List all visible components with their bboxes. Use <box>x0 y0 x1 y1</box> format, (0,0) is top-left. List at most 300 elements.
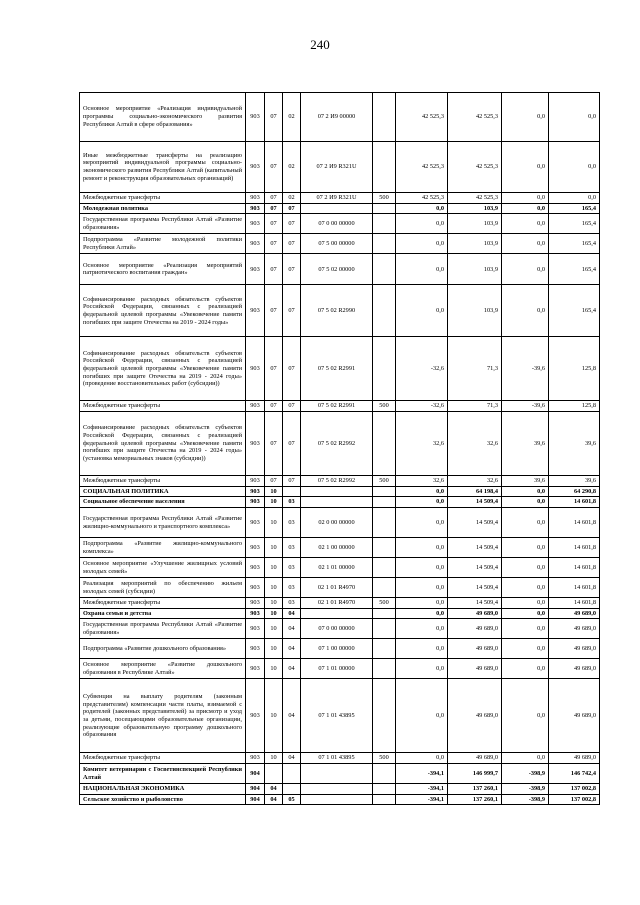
row-grbs: 903 <box>246 285 265 337</box>
row-amount-1: -32,6 <box>396 337 448 401</box>
row-amount-3: 0,0 <box>502 659 549 679</box>
row-amount-3: 0,0 <box>502 214 549 234</box>
row-amount-3: -398,9 <box>502 764 549 784</box>
row-target-code <box>301 203 373 214</box>
row-name: Основное мероприятие «Реализация мероприятий патриотического воспитания граждан» <box>80 254 246 285</box>
row-subsection: 02 <box>283 93 301 142</box>
row-amount-1: 0,0 <box>396 578 448 598</box>
row-expense-type <box>373 203 396 214</box>
row-grbs: 903 <box>246 214 265 234</box>
row-amount-1: 0,0 <box>396 619 448 639</box>
table-row <box>80 486 600 497</box>
row-target-code <box>301 794 373 805</box>
row-grbs: 903 <box>246 598 265 609</box>
row-grbs: 904 <box>246 794 265 805</box>
row-section: 10 <box>265 558 283 578</box>
row-grbs: 903 <box>246 142 265 193</box>
row-amount-1: 0,0 <box>396 608 448 619</box>
row-name: Межбюджетные трансферты <box>80 598 246 609</box>
row-name: Государственная программа Республики Алтай «Развитие образования» <box>80 619 246 639</box>
row-amount-4: 165,4 <box>549 214 600 234</box>
row-subsection: 03 <box>283 497 301 508</box>
row-name: Реализация мероприятий по обеспечению жильем молодых семей (субсидии) <box>80 578 246 598</box>
row-amount-1: 0,0 <box>396 753 448 764</box>
row-section: 07 <box>265 476 283 487</box>
row-name: Государственная программа Республики Алтай «Развитие образования» <box>80 214 246 234</box>
row-amount-3: -39,6 <box>502 401 549 412</box>
table-row <box>80 476 600 487</box>
row-amount-2: 49 689,0 <box>448 753 502 764</box>
row-amount-3: 0,0 <box>502 538 549 558</box>
row-expense-type <box>373 508 396 538</box>
row-amount-4: 39,6 <box>549 476 600 487</box>
row-section: 10 <box>265 578 283 598</box>
row-section: 10 <box>265 497 283 508</box>
row-grbs: 903 <box>246 486 265 497</box>
table-row <box>80 598 600 609</box>
table-row <box>80 784 600 795</box>
row-amount-2: 49 689,0 <box>448 608 502 619</box>
row-subsection: 03 <box>283 538 301 558</box>
row-amount-3: 0,0 <box>502 193 549 204</box>
row-amount-1: -394,1 <box>396 784 448 795</box>
row-name: Основное мероприятие «Реализация индивидуальной программы социально-экономического развития Республики Алтай в сфере образования» <box>80 93 246 142</box>
row-amount-1: 0,0 <box>396 558 448 578</box>
row-grbs: 904 <box>246 764 265 784</box>
row-section: 10 <box>265 753 283 764</box>
row-target-code: 07 1 00 00000 <box>301 639 373 659</box>
row-section <box>265 764 283 784</box>
row-section: 07 <box>265 254 283 285</box>
row-section: 07 <box>265 203 283 214</box>
row-amount-4: 137 002,8 <box>549 784 600 795</box>
row-amount-2: 14 509,4 <box>448 598 502 609</box>
table-row <box>80 285 600 337</box>
budget-table <box>79 92 600 805</box>
row-expense-type <box>373 486 396 497</box>
row-amount-2: 42 525,3 <box>448 193 502 204</box>
row-expense-type: 500 <box>373 598 396 609</box>
row-target-code: 07 1 01 00000 <box>301 659 373 679</box>
row-grbs: 904 <box>246 784 265 795</box>
row-grbs: 903 <box>246 337 265 401</box>
row-name: Комитет ветеринарии с Госветинспекцией Республики Алтай <box>80 764 246 784</box>
row-amount-3: 0,0 <box>502 234 549 254</box>
row-subsection: 07 <box>283 203 301 214</box>
row-grbs: 903 <box>246 659 265 679</box>
table-row <box>80 214 600 234</box>
table-row <box>80 619 600 639</box>
row-amount-2: 14 509,4 <box>448 578 502 598</box>
row-expense-type <box>373 234 396 254</box>
row-grbs: 903 <box>246 558 265 578</box>
row-target-code: 02 1 01 00000 <box>301 558 373 578</box>
row-target-code: 07 5 02 00000 <box>301 254 373 285</box>
row-amount-3: 0,0 <box>502 93 549 142</box>
row-amount-2: 71,3 <box>448 337 502 401</box>
row-section: 04 <box>265 794 283 805</box>
row-amount-2: 49 689,0 <box>448 659 502 679</box>
row-target-code: 07 5 02 R2991 <box>301 337 373 401</box>
row-grbs: 903 <box>246 619 265 639</box>
row-grbs: 903 <box>246 254 265 285</box>
row-section: 10 <box>265 619 283 639</box>
row-expense-type <box>373 337 396 401</box>
row-amount-1: 0,0 <box>396 486 448 497</box>
row-target-code <box>301 497 373 508</box>
row-target-code: 02 0 00 00000 <box>301 508 373 538</box>
table-row <box>80 753 600 764</box>
table-row <box>80 659 600 679</box>
row-subsection: 03 <box>283 508 301 538</box>
row-section: 07 <box>265 93 283 142</box>
row-amount-3: 0,0 <box>502 254 549 285</box>
row-subsection: 07 <box>283 254 301 285</box>
row-amount-4: 0,0 <box>549 142 600 193</box>
row-expense-type <box>373 214 396 234</box>
row-subsection: 02 <box>283 142 301 193</box>
row-amount-3: 0,0 <box>502 598 549 609</box>
row-subsection: 07 <box>283 234 301 254</box>
row-amount-2: 49 689,0 <box>448 639 502 659</box>
row-amount-1: 0,0 <box>396 639 448 659</box>
row-amount-2: 49 689,0 <box>448 679 502 753</box>
row-amount-1: 42 525,3 <box>396 93 448 142</box>
row-section: 10 <box>265 598 283 609</box>
row-amount-1: 0,0 <box>396 659 448 679</box>
table-row <box>80 764 600 784</box>
row-subsection: 04 <box>283 753 301 764</box>
row-amount-4: 49 689,0 <box>549 619 600 639</box>
row-subsection: 07 <box>283 476 301 487</box>
row-subsection: 05 <box>283 794 301 805</box>
row-amount-3: 0,0 <box>502 508 549 538</box>
row-target-code <box>301 784 373 795</box>
row-amount-4: 165,4 <box>549 285 600 337</box>
row-subsection: 04 <box>283 659 301 679</box>
row-amount-1: -394,1 <box>396 794 448 805</box>
row-expense-type <box>373 784 396 795</box>
row-amount-2: 42 525,3 <box>448 93 502 142</box>
row-amount-3: 0,0 <box>502 619 549 639</box>
table-row <box>80 794 600 805</box>
row-name: СОЦИАЛЬНАЯ ПОЛИТИКА <box>80 486 246 497</box>
row-amount-4: 14 601,8 <box>549 508 600 538</box>
row-section: 10 <box>265 508 283 538</box>
row-section: 04 <box>265 784 283 795</box>
row-amount-2: 103,9 <box>448 234 502 254</box>
row-target-code <box>301 608 373 619</box>
budget-table-body <box>80 93 600 805</box>
row-amount-2: 14 509,4 <box>448 558 502 578</box>
row-grbs: 903 <box>246 753 265 764</box>
table-row <box>80 142 600 193</box>
table-row <box>80 337 600 401</box>
row-grbs: 903 <box>246 203 265 214</box>
row-amount-3: -39,6 <box>502 337 549 401</box>
table-row <box>80 578 600 598</box>
row-amount-2: 14 509,4 <box>448 497 502 508</box>
row-subsection: 07 <box>283 401 301 412</box>
row-amount-3: 0,0 <box>502 285 549 337</box>
row-amount-4: 125,8 <box>549 337 600 401</box>
table-row <box>80 412 600 476</box>
row-amount-3: 0,0 <box>502 486 549 497</box>
row-amount-4: 0,0 <box>549 193 600 204</box>
row-grbs: 903 <box>246 497 265 508</box>
row-expense-type <box>373 659 396 679</box>
row-section: 07 <box>265 142 283 193</box>
row-name: Социальное обеспечение населения <box>80 497 246 508</box>
row-name: Подпрограмма «Развитие дошкольного образования» <box>80 639 246 659</box>
table-row <box>80 639 600 659</box>
table-row <box>80 679 600 753</box>
row-amount-1: 0,0 <box>396 285 448 337</box>
row-expense-type <box>373 639 396 659</box>
row-expense-type <box>373 254 396 285</box>
row-section: 07 <box>265 234 283 254</box>
row-subsection <box>283 784 301 795</box>
row-expense-type: 500 <box>373 476 396 487</box>
row-amount-1: 0,0 <box>396 214 448 234</box>
row-expense-type <box>373 794 396 805</box>
row-target-code <box>301 486 373 497</box>
table-row <box>80 254 600 285</box>
row-name: Подпрограмма «Развитие жилищно-коммунального комплекса» <box>80 538 246 558</box>
row-expense-type <box>373 578 396 598</box>
row-amount-1: 42 525,3 <box>396 142 448 193</box>
row-name: Межбюджетные трансферты <box>80 476 246 487</box>
row-subsection: 04 <box>283 679 301 753</box>
row-amount-3: 0,0 <box>502 639 549 659</box>
row-amount-3: 0,0 <box>502 578 549 598</box>
row-amount-3: 0,0 <box>502 608 549 619</box>
row-amount-2: 32,6 <box>448 412 502 476</box>
row-target-code: 07 5 00 00000 <box>301 234 373 254</box>
row-expense-type <box>373 764 396 784</box>
row-amount-2: 103,9 <box>448 254 502 285</box>
row-target-code: 07 5 02 R2990 <box>301 285 373 337</box>
row-amount-2: 71,3 <box>448 401 502 412</box>
row-expense-type <box>373 412 396 476</box>
table-row <box>80 401 600 412</box>
row-amount-4: 165,4 <box>549 203 600 214</box>
row-name: Межбюджетные трансферты <box>80 193 246 204</box>
row-grbs: 903 <box>246 679 265 753</box>
row-grbs: 903 <box>246 476 265 487</box>
row-amount-1: 32,6 <box>396 476 448 487</box>
table-row <box>80 558 600 578</box>
table-row <box>80 497 600 508</box>
row-subsection: 04 <box>283 608 301 619</box>
row-amount-1: -32,6 <box>396 401 448 412</box>
row-amount-1: 0,0 <box>396 679 448 753</box>
row-amount-1: 42 525,3 <box>396 193 448 204</box>
row-name: Межбюджетные трансферты <box>80 401 246 412</box>
row-amount-4: 137 002,8 <box>549 794 600 805</box>
row-subsection: 07 <box>283 337 301 401</box>
row-grbs: 903 <box>246 401 265 412</box>
table-row <box>80 608 600 619</box>
row-name: Основное мероприятие «Улучшение жилищных условий молодых семей» <box>80 558 246 578</box>
row-amount-1: 0,0 <box>396 538 448 558</box>
row-amount-1: 0,0 <box>396 254 448 285</box>
row-amount-3: 0,0 <box>502 679 549 753</box>
row-target-code: 02 1 01 R4970 <box>301 598 373 609</box>
row-name: Молодежная политика <box>80 203 246 214</box>
row-expense-type: 500 <box>373 753 396 764</box>
row-section: 07 <box>265 401 283 412</box>
row-amount-1: 0,0 <box>396 234 448 254</box>
row-subsection <box>283 764 301 784</box>
row-subsection: 04 <box>283 619 301 639</box>
row-name: Государственная программа Республики Алтай «Развитие жилищно-коммунального и транспортного комплекса» <box>80 508 246 538</box>
row-expense-type <box>373 93 396 142</box>
row-subsection: 03 <box>283 578 301 598</box>
row-subsection: 04 <box>283 639 301 659</box>
row-amount-4: 165,4 <box>549 254 600 285</box>
row-amount-2: 137 260,1 <box>448 784 502 795</box>
row-amount-2: 49 689,0 <box>448 619 502 639</box>
row-amount-4: 49 689,0 <box>549 608 600 619</box>
row-grbs: 903 <box>246 93 265 142</box>
row-amount-2: 32,6 <box>448 476 502 487</box>
row-amount-3: 0,0 <box>502 142 549 193</box>
row-amount-2: 103,9 <box>448 285 502 337</box>
row-amount-4: 14 601,8 <box>549 598 600 609</box>
row-subsection: 03 <box>283 598 301 609</box>
row-subsection <box>283 486 301 497</box>
row-section: 07 <box>265 412 283 476</box>
row-amount-4: 146 742,4 <box>549 764 600 784</box>
row-amount-1: 32,6 <box>396 412 448 476</box>
row-expense-type <box>373 679 396 753</box>
row-amount-2: 64 198,4 <box>448 486 502 497</box>
table-row <box>80 234 600 254</box>
row-name: НАЦИОНАЛЬНАЯ ЭКОНОМИКА <box>80 784 246 795</box>
row-amount-2: 42 525,3 <box>448 142 502 193</box>
row-amount-4: 49 689,0 <box>549 753 600 764</box>
row-expense-type: 500 <box>373 193 396 204</box>
row-amount-3: 39,6 <box>502 412 549 476</box>
row-amount-4: 49 689,0 <box>549 659 600 679</box>
row-name: Иные межбюджетные трансферты на реализацию мероприятий индивидуальной программы социально-экономического развития Республики Алтай (капитальный ремонт и реконструкция образовательных организаций) <box>80 142 246 193</box>
row-amount-4: 14 601,8 <box>549 497 600 508</box>
row-amount-4: 39,6 <box>549 412 600 476</box>
row-expense-type <box>373 608 396 619</box>
row-amount-2: 137 260,1 <box>448 794 502 805</box>
row-expense-type <box>373 538 396 558</box>
row-target-code: 07 1 01 43895 <box>301 679 373 753</box>
row-section: 07 <box>265 337 283 401</box>
row-amount-3: -398,9 <box>502 784 549 795</box>
row-name: Межбюджетные трансферты <box>80 753 246 764</box>
row-subsection: 07 <box>283 285 301 337</box>
row-target-code: 07 5 02 R2992 <box>301 476 373 487</box>
row-name: Софинансирование расходных обязательств субъектов Российской Федерации, связанных с реализацией федеральной целевой программы «Увековечение памяти погибших при защите Отечества на 2019 - 2024 годы» (установка мемориальных знаков (субсидии)) <box>80 412 246 476</box>
row-expense-type <box>373 558 396 578</box>
row-grbs: 903 <box>246 412 265 476</box>
row-amount-3: 0,0 <box>502 203 549 214</box>
table-row <box>80 538 600 558</box>
row-amount-1: 0,0 <box>396 203 448 214</box>
row-section: 10 <box>265 659 283 679</box>
row-amount-4: 14 601,8 <box>549 538 600 558</box>
row-amount-4: 49 689,0 <box>549 679 600 753</box>
row-section: 07 <box>265 214 283 234</box>
row-target-code: 07 2 И9 R321U <box>301 142 373 193</box>
row-subsection: 03 <box>283 558 301 578</box>
row-amount-4: 125,8 <box>549 401 600 412</box>
row-name: Охрана семьи и детства <box>80 608 246 619</box>
row-section: 07 <box>265 193 283 204</box>
row-target-code: 07 5 02 R2992 <box>301 412 373 476</box>
row-amount-1: 0,0 <box>396 508 448 538</box>
row-amount-3: 39,6 <box>502 476 549 487</box>
row-amount-1: 0,0 <box>396 497 448 508</box>
row-name: Софинансирование расходных обязательств субъектов Российской Федерации, связанных с реализацией федеральной целевой программы «Увековечение памяти погибших при защите Отечества на 2019 - 2024 годы» (проведение восстановительных работ (субсидии)) <box>80 337 246 401</box>
row-amount-4: 14 601,8 <box>549 558 600 578</box>
table-row <box>80 193 600 204</box>
row-amount-2: 14 509,4 <box>448 508 502 538</box>
row-target-code: 07 1 01 43895 <box>301 753 373 764</box>
row-grbs: 903 <box>246 234 265 254</box>
row-grbs: 903 <box>246 578 265 598</box>
row-target-code: 07 2 И9 00000 <box>301 93 373 142</box>
row-name: Субвенция на выплату родителям (законным представителям) компенсации части платы, взимаемой с родителей (законных представителей) за присмотр и уход за детьми, посещающими образовательные организации, реализующие образовательную программу дошкольного образования <box>80 679 246 753</box>
row-subsection: 07 <box>283 214 301 234</box>
row-amount-2: 103,9 <box>448 203 502 214</box>
row-section: 10 <box>265 639 283 659</box>
row-amount-4: 14 601,8 <box>549 578 600 598</box>
page-number: 240 <box>310 37 330 52</box>
table-row <box>80 203 600 214</box>
row-amount-2: 146 999,7 <box>448 764 502 784</box>
row-section: 10 <box>265 538 283 558</box>
table-row <box>80 508 600 538</box>
row-amount-4: 64 290,8 <box>549 486 600 497</box>
row-amount-3: 0,0 <box>502 753 549 764</box>
row-name: Основное мероприятие «Развитие дошкольного образования в Республике Алтай» <box>80 659 246 679</box>
row-amount-4: 0,0 <box>549 93 600 142</box>
row-expense-type <box>373 285 396 337</box>
row-section: 07 <box>265 285 283 337</box>
row-subsection: 02 <box>283 193 301 204</box>
row-amount-3: 0,0 <box>502 497 549 508</box>
row-name: Софинансирование расходных обязательств субъектов Российской Федерации, связанных с реализацией федеральной целевой программы «Увековечение памяти погибших при защите Отечества на 2019 - 2024 годы» <box>80 285 246 337</box>
row-name: Сельское хозяйство и рыболовство <box>80 794 246 805</box>
row-amount-4: 49 689,0 <box>549 639 600 659</box>
row-amount-1: 0,0 <box>396 598 448 609</box>
row-expense-type <box>373 142 396 193</box>
row-target-code <box>301 764 373 784</box>
row-section: 10 <box>265 486 283 497</box>
row-amount-2: 103,9 <box>448 214 502 234</box>
row-section: 10 <box>265 608 283 619</box>
row-section: 10 <box>265 679 283 753</box>
row-amount-3: 0,0 <box>502 558 549 578</box>
row-target-code: 07 2 И9 R321U <box>301 193 373 204</box>
row-grbs: 903 <box>246 508 265 538</box>
row-name: Подпрограмма «Развитие молодежной политики Республики Алтай» <box>80 234 246 254</box>
row-target-code: 07 5 02 R2991 <box>301 401 373 412</box>
row-expense-type <box>373 497 396 508</box>
row-amount-2: 14 509,4 <box>448 538 502 558</box>
row-target-code: 02 1 01 R4970 <box>301 578 373 598</box>
row-grbs: 903 <box>246 538 265 558</box>
row-grbs: 903 <box>246 608 265 619</box>
row-expense-type: 500 <box>373 401 396 412</box>
